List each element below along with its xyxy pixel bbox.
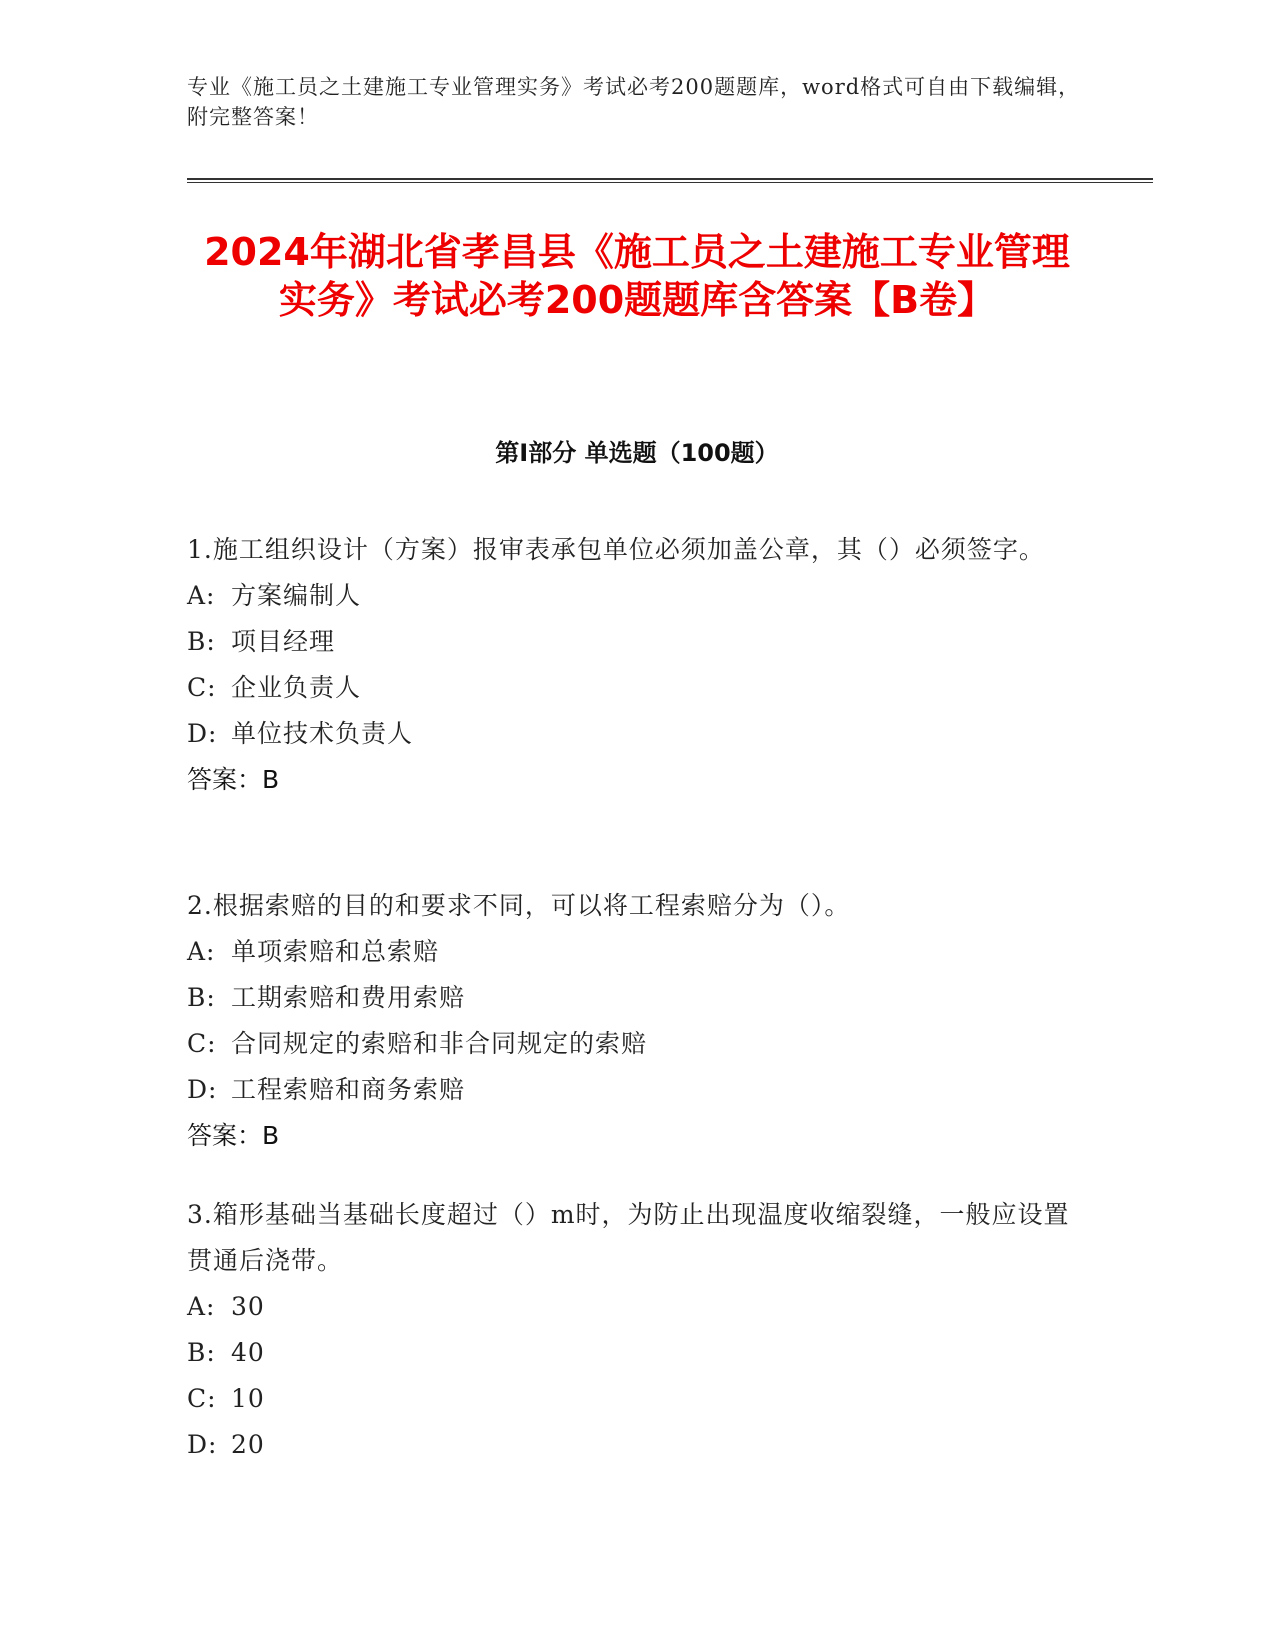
option-text: 项目经理 xyxy=(231,627,336,656)
header-divider-thin xyxy=(187,182,1153,183)
section-heading: 第Ⅰ部分 单选题（100题） xyxy=(495,439,779,467)
option-letter: B: xyxy=(187,983,216,1012)
option-d xyxy=(187,711,1087,757)
option-text: 工程索赔和商务索赔 xyxy=(231,1075,466,1104)
option-c xyxy=(187,665,1087,711)
option-letter: D: xyxy=(187,1075,218,1104)
question-2 xyxy=(187,883,1087,1159)
option-a xyxy=(187,573,1087,619)
answer-line: 答案：B xyxy=(187,1121,280,1150)
option-text: 20 xyxy=(231,1430,265,1459)
option-letter: B: xyxy=(187,1338,216,1367)
question-stem: 2.根据索赔的目的和要求不同，可以将工程索赔分为（）。 xyxy=(187,891,851,920)
question-3 xyxy=(187,1192,1087,1468)
option-text: 企业负责人 xyxy=(231,673,362,702)
answer-line: 答案：B xyxy=(187,765,280,794)
question-stem: 3.箱形基础当基础长度超过（）m时，为防止出现温度收缩裂缝，一般应设置贯通后浇带。 xyxy=(187,1200,1070,1275)
option-d xyxy=(187,1067,1087,1113)
option-text: 方案编制人 xyxy=(231,581,362,610)
option-letter: C: xyxy=(187,1384,217,1413)
option-letter: A: xyxy=(187,1292,216,1321)
option-letter: B: xyxy=(187,627,216,656)
option-letter: D: xyxy=(187,719,218,748)
option-letter: C: xyxy=(187,673,217,702)
option-text: 10 xyxy=(231,1384,265,1413)
option-letter: C: xyxy=(187,1029,217,1058)
option-text: 工期索赔和费用索赔 xyxy=(231,983,466,1012)
option-text: 单项索赔和总索赔 xyxy=(231,937,440,966)
header-note: 专业《施工员之土建施工专业管理实务》考试必考200题题库，word格式可自由下载编辑，附完整答案！ xyxy=(187,75,1081,129)
option-c xyxy=(187,1376,1087,1422)
option-b xyxy=(187,619,1087,665)
option-text: 40 xyxy=(231,1338,265,1367)
option-text: 合同规定的索赔和非合同规定的索赔 xyxy=(231,1029,648,1058)
option-letter: D: xyxy=(187,1430,218,1459)
document-title: 2024年湖北省孝昌县《施工员之土建施工专业管理实务》考试必考200题题库含答案【B卷】 xyxy=(204,230,1070,322)
option-text: 30 xyxy=(231,1292,265,1321)
question-stem: 1.施工组织设计（方案）报审表承包单位必须加盖公章，其（）必须签字。 xyxy=(187,535,1045,564)
question-1 xyxy=(187,527,1087,803)
option-letter: A: xyxy=(187,581,216,610)
option-c xyxy=(187,1021,1087,1067)
header-divider-thick xyxy=(187,178,1153,180)
option-text: 单位技术负责人 xyxy=(231,719,414,748)
option-a xyxy=(187,1284,1087,1330)
option-letter: A: xyxy=(187,937,216,966)
option-b xyxy=(187,1330,1087,1376)
option-d xyxy=(187,1422,1087,1468)
option-b xyxy=(187,975,1087,1021)
option-a xyxy=(187,929,1087,975)
